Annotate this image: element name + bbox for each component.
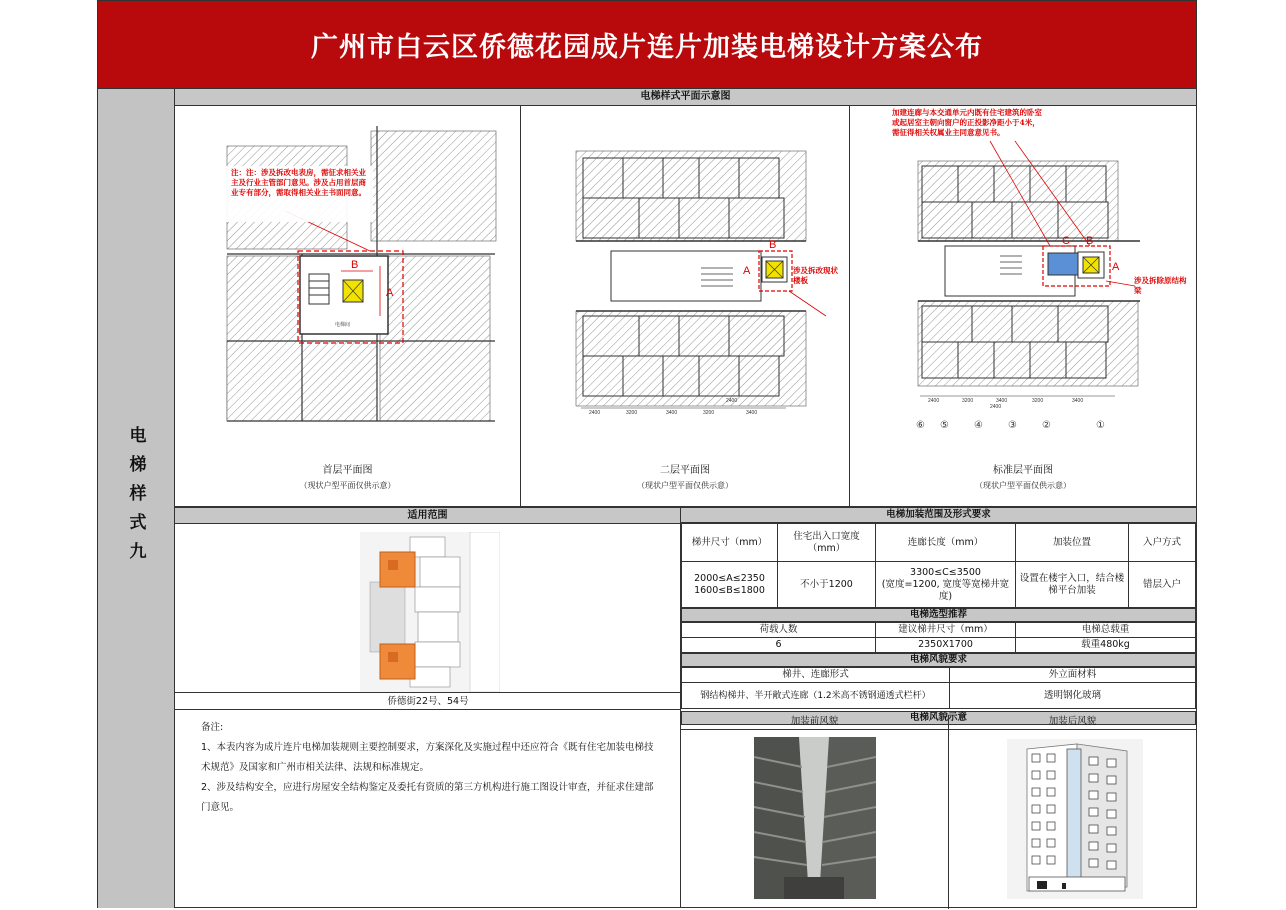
second-dim-0: 2400 bbox=[589, 410, 601, 416]
model-col-1: 建议梯井尺寸（mm） bbox=[876, 623, 1016, 638]
style-req-table bbox=[681, 667, 1196, 709]
model-table bbox=[681, 622, 1196, 653]
style-val-1: 透明钢化玻璃 bbox=[950, 683, 1196, 709]
style-col-1: 外立面材料 bbox=[950, 668, 1196, 683]
before-photo bbox=[754, 737, 876, 899]
standard-axis-2: ④ bbox=[974, 420, 983, 431]
plan-section bbox=[175, 89, 1196, 507]
second-label-a: A bbox=[743, 265, 751, 277]
model-val-0: 6 bbox=[682, 638, 876, 653]
req-val-2: 3300≤C≤3500 (宽度=1200, 宽度等宽梯井宽度) bbox=[876, 562, 1016, 608]
side-label bbox=[98, 89, 175, 908]
style-show-panel bbox=[681, 715, 1196, 909]
standard-axis-5: ① bbox=[1096, 420, 1105, 431]
model-col-2: 电梯总载重 bbox=[1016, 623, 1196, 638]
after-photo bbox=[1007, 739, 1143, 899]
site-map bbox=[360, 532, 500, 692]
standard-axis-1: ⑤ bbox=[940, 420, 949, 431]
second-dim-4: 3400 bbox=[746, 410, 758, 416]
scope-section bbox=[175, 507, 681, 709]
page-title: 广州市白云区侨德花园成片连片加装电梯设计方案公布 bbox=[98, 1, 1196, 89]
requirements-section bbox=[681, 507, 1196, 909]
req-val-1: 不小于1200 bbox=[778, 562, 876, 608]
ground-label-a: A bbox=[386, 287, 394, 299]
plan-standard-floor bbox=[850, 106, 1196, 506]
ground-floor-drawing bbox=[175, 106, 521, 436]
second-floor-subcaption: （现状户型平面仅供示意） bbox=[637, 481, 733, 490]
requirements-header: 电梯加装范围及形式要求 bbox=[681, 507, 1196, 523]
scope-address: 侨德街22号、54号 bbox=[175, 692, 681, 710]
req-val-4: 错层入户 bbox=[1129, 562, 1196, 608]
standard-floor-caption: 标准层平面图 bbox=[993, 465, 1053, 476]
standard-dim-4: 3400 bbox=[1072, 398, 1084, 404]
style-col-0: 梯井、连廊形式 bbox=[682, 668, 950, 683]
scope-header: 适用范围 bbox=[175, 508, 680, 524]
req-col-3: 加装位置 bbox=[1016, 524, 1129, 562]
model-header: 电梯选型推荐 bbox=[681, 608, 1196, 622]
standard-dim-2: 3400 bbox=[996, 398, 1008, 404]
model-col-0: 荷载人数 bbox=[682, 623, 876, 638]
style-show-header: 电梯风貌示意 bbox=[681, 711, 1196, 725]
after-panel bbox=[949, 715, 1196, 909]
standard-axis-0: ⑥ bbox=[916, 420, 925, 431]
standard-label-b: B bbox=[1086, 235, 1094, 247]
standard-dim-3: 3200 bbox=[1032, 398, 1044, 404]
standard-floor-drawing bbox=[850, 106, 1196, 436]
ground-floor-subcaption: （现状户型平面仅供示意） bbox=[299, 481, 396, 490]
req-col-4: 入户方式 bbox=[1129, 524, 1196, 562]
remarks-title: 备注: bbox=[201, 722, 224, 733]
standard-floor-note: 加建连廊与本交通单元内既有住宅建筑的卧室或起居室主朝向窗户的正投影净距小于4米，需征得相关权属业主同意意见书。 bbox=[892, 108, 1042, 137]
req-col-1: 住宅出入口宽度（mm） bbox=[778, 524, 876, 562]
standard-floor-subcaption: （现状户型平面仅供示意） bbox=[975, 481, 1071, 490]
plan-section-header: 电梯样式平面示意图 bbox=[175, 89, 1196, 106]
standard-label-a: A bbox=[1112, 261, 1120, 273]
model-val-1: 2350X1700 bbox=[876, 638, 1016, 653]
plan-second-floor bbox=[521, 106, 850, 506]
remarks-section bbox=[175, 709, 681, 908]
second-dim-1: 3200 bbox=[626, 410, 638, 416]
standard-label-c: C bbox=[1062, 235, 1070, 247]
standard-dim-0: 2400 bbox=[928, 398, 940, 404]
req-val-3: 设置在楼宇入口，结合楼梯平台加装 bbox=[1016, 562, 1129, 608]
second-floor-caption: 二层平面图 bbox=[660, 465, 710, 476]
ground-floor-note: 注：注：涉及拆改电表房，需征求相关业主及行业主管部门意见。涉及占用首层商业专有部分，需取得相关业主书面同意。 bbox=[231, 168, 366, 197]
req-col-2: 连廊长度（mm） bbox=[876, 524, 1016, 562]
before-panel bbox=[681, 715, 949, 909]
second-label-b: B bbox=[769, 239, 777, 251]
standard-axis-3: ③ bbox=[1008, 420, 1017, 431]
plan-ground-floor bbox=[175, 106, 521, 506]
second-floor-note: 涉及拆改现状楼板 bbox=[793, 266, 838, 285]
design-sheet bbox=[97, 0, 1197, 908]
after-caption: 加装后风貌 bbox=[949, 715, 1196, 730]
ground-room-label: 电梯间 bbox=[335, 322, 351, 328]
standard-dim-mid: 2400 bbox=[990, 404, 1002, 410]
side-label-text: 电梯样式九 bbox=[125, 426, 146, 571]
remarks-line-2: 2、涉及结构安全，应进行房屋安全结构鉴定及委托有资质的第三方机构进行施工图设计审查，并征求住建部门意见。 bbox=[201, 782, 654, 813]
requirements-table bbox=[681, 523, 1196, 608]
model-val-2: 载重480kg bbox=[1016, 638, 1196, 653]
standard-floor-note-right: 涉及拆除原结构梁 bbox=[1134, 276, 1187, 295]
style-val-0: 钢结构梯井、半开敞式连廊（1.2米高不锈钢通透式栏杆） bbox=[682, 683, 950, 709]
ground-floor-caption: 首层平面图 bbox=[322, 465, 373, 476]
second-dim-mid: 2400 bbox=[726, 398, 738, 404]
second-dim-3: 3200 bbox=[703, 410, 715, 416]
remarks-line-1: 1、本表内容为成片连片电梯加装规则主要控制要求，方案深化及实施过程中还应符合《既有住宅加装电梯技术规范》及国家和广州市相关法律、法规和标准规定。 bbox=[201, 742, 654, 773]
standard-axis-4: ② bbox=[1042, 420, 1051, 431]
req-val-0: 2000≤A≤2350 1600≤B≤1800 bbox=[682, 562, 778, 608]
style-req-header: 电梯风貌要求 bbox=[681, 653, 1196, 667]
req-col-0: 梯井尺寸（mm） bbox=[682, 524, 778, 562]
before-caption: 加装前风貌 bbox=[681, 715, 948, 730]
standard-dim-1: 3200 bbox=[962, 398, 974, 404]
ground-label-b: B bbox=[351, 259, 359, 271]
second-dim-2: 3400 bbox=[666, 410, 678, 416]
